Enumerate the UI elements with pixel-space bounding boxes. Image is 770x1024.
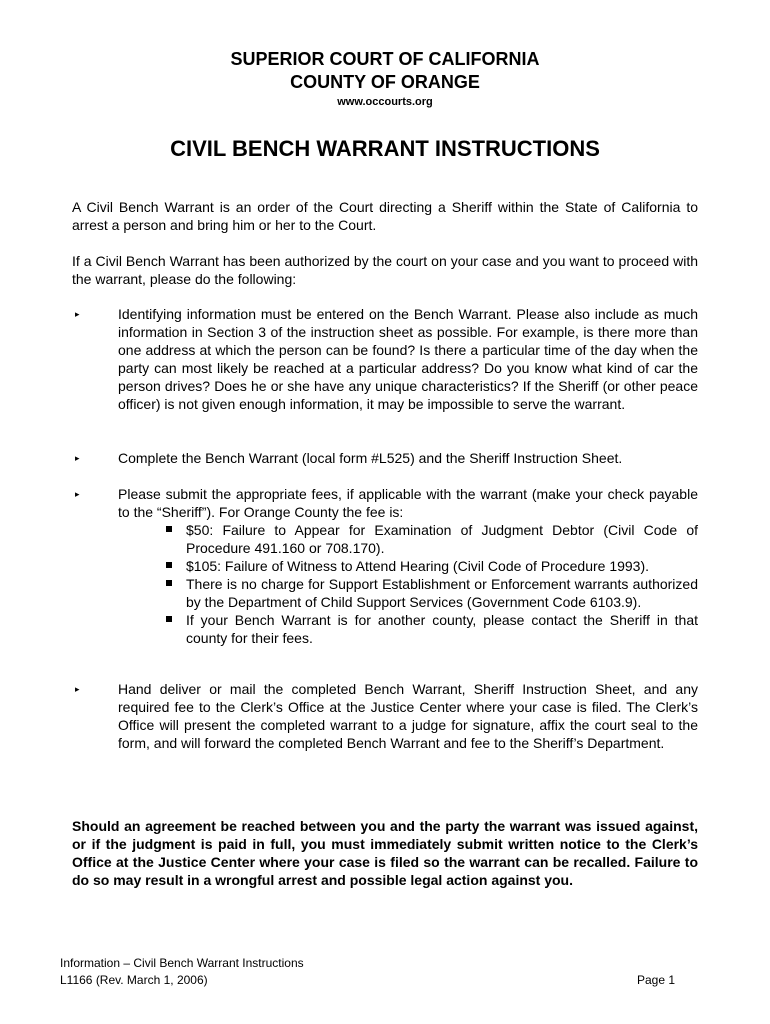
fee-item-text: If your Bench Warrant is for another county, please contact the Sheriff in that county for their fees. (186, 612, 698, 646)
footer-revision: L1166 (Rev. March 1, 2006) (60, 973, 208, 987)
triangle-bullet-icon: ▸ (75, 309, 80, 319)
bullet-complete-forms (72, 449, 698, 467)
fee-list-item (164, 521, 698, 557)
square-bullet-icon (166, 526, 172, 532)
intro-paragraph-definition: A Civil Bench Warrant is an order of the Court directing a Sheriff within the State of California to arrest a person and bring him or her to the Court. (72, 199, 698, 233)
court-website: www.occourts.org (337, 96, 433, 108)
county-name: COUNTY OF ORANGE (290, 72, 480, 92)
fee-list-item (164, 611, 698, 647)
bullet-submit-fees (72, 485, 698, 647)
fee-item-text: $50: Failure to Appear for Examination of Judgment Debtor (Civil Code of Procedure 491.160 or 708.170). (186, 522, 698, 556)
triangle-bullet-icon: ▸ (75, 489, 80, 499)
bullet-text: Please submit the appropriate fees, if applicable with the warrant (make your check payable to the “Sheriff”). For Orange County the fee is: (118, 486, 698, 520)
bullet-deliver-forms (72, 680, 698, 752)
triangle-bullet-icon: ▸ (75, 684, 80, 694)
recall-warning-paragraph: Should an agreement be reached between you and the party the warrant was issued against, or if the judgment is paid in full, you must immediately submit written notice to the Clerk’s Office at the Justice Center where your case is filed so the warrant can be recalled. Failure to do so may result in a wrongful arrest and possible legal action against you. (72, 818, 698, 888)
bullet-text: Identifying information must be entered on the Bench Warrant. Please also include as much information in Section 3 of the instruction sheet as possible. For example, is there more than one address at which the person can be found? Is there a particular time of the day when the party can most likely be reached at a particular address? Do you know what kind of car the person drives? Does he or she have any unique characteristics? If the Sheriff (or other peace officer) is not given enough information, it may be impossible to serve the warrant. (118, 306, 698, 412)
footer-page-number: Page 1 (637, 973, 676, 987)
fee-item-text: There is no charge for Support Establishment or Enforcement warrants authorized by the Department of Child Support Services (Government Code 6103.9). (186, 576, 698, 610)
intro-paragraph-instructions: If a Civil Bench Warrant has been authorized by the court on your case and you want to proceed with the warrant, please do the following: (72, 253, 698, 287)
square-bullet-icon (166, 562, 172, 568)
footer-form-title: Information – Civil Bench Warrant Instructions (60, 956, 304, 970)
square-bullet-icon (166, 580, 172, 586)
bullet-text: Complete the Bench Warrant (local form #L525) and the Sheriff Instruction Sheet. (118, 450, 623, 466)
fee-list-item (164, 557, 698, 575)
bullet-identifying-information (72, 305, 698, 413)
court-name: SUPERIOR COURT OF CALIFORNIA (230, 49, 540, 69)
bullet-text: Hand deliver or mail the completed Bench Warrant, Sheriff Instruction Sheet, and any required fee to the Clerk’s Office at the Justice Center where your case is filed. The Clerk’s Office will present the completed warrant to a judge for signature, affix the court seal to the form, and will forward the completed Bench Warrant and fee to the Sheriff’s Department. (118, 681, 698, 751)
document-title: CIVIL BENCH WARRANT INSTRUCTIONS (170, 136, 600, 161)
fee-item-text: $105: Failure of Witness to Attend Hearing (Civil Code of Procedure 1993). (186, 558, 650, 574)
square-bullet-icon (166, 616, 172, 622)
triangle-bullet-icon: ▸ (75, 453, 80, 463)
fee-list (164, 521, 698, 647)
fee-list-item (164, 575, 698, 611)
